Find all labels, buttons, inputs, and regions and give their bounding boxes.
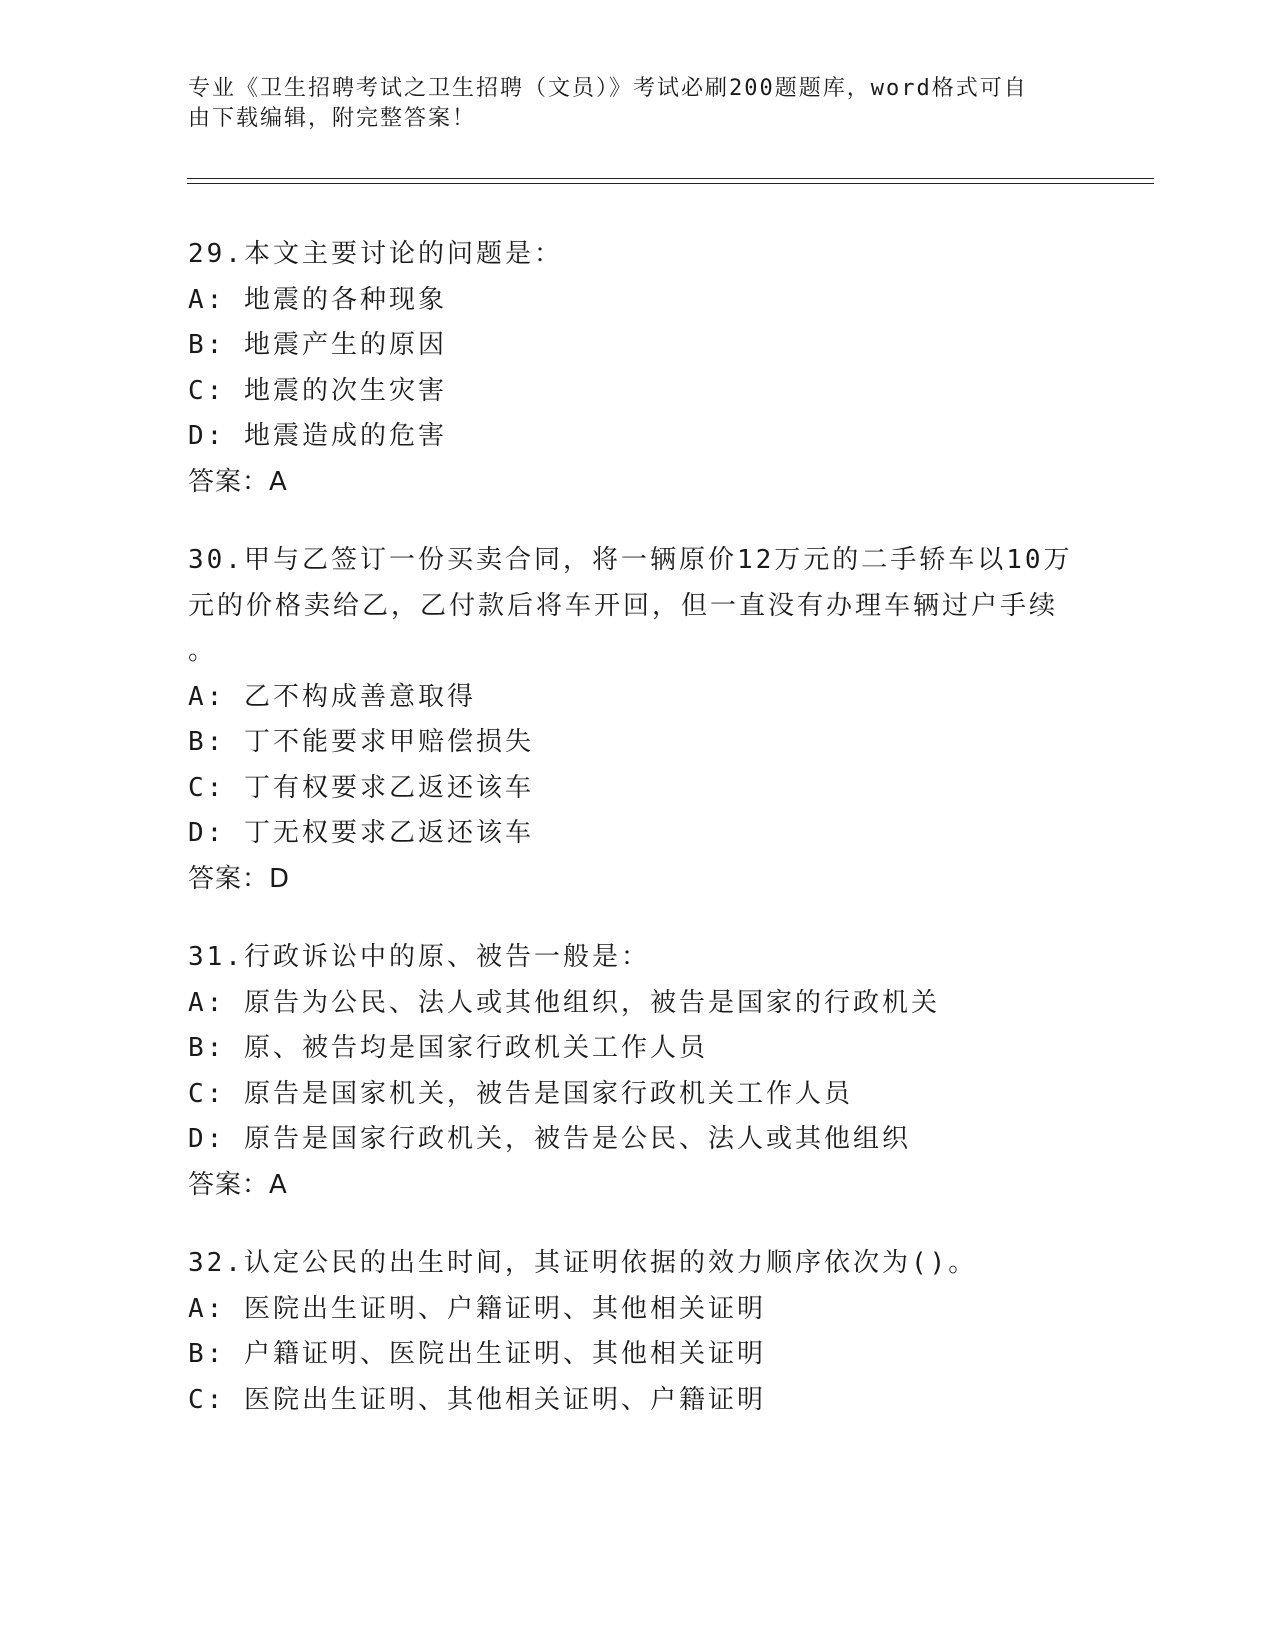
stem-line: 31.行政诉讼中的原、被告一般是： xyxy=(188,942,650,972)
option-a: A: 地震的各种现象 xyxy=(188,284,447,315)
question-30 xyxy=(188,538,1088,902)
header-rule-top xyxy=(187,178,1154,179)
stem-line: 。 xyxy=(188,636,218,666)
header-line-1: 专业《卫生招聘考试之卫生招聘（文员）》考试必刷200题题库，word格式可自 xyxy=(188,76,1028,101)
option-b: B: 地震产生的原因 xyxy=(188,330,447,360)
header-line-2: 由下载编辑，附完整答案！ xyxy=(188,106,477,131)
stem-line: 32.认定公民的出生时间，其证明依据的效力顺序依次为()。 xyxy=(188,1248,978,1278)
option-c: C: 原告是国家机关，被告是国家行政机关工作人员 xyxy=(188,1078,853,1109)
option-d: D: 丁无权要求乙返还该车 xyxy=(188,818,534,848)
option-b: B: 户籍证明、医院出生证明、其他相关证明 xyxy=(188,1339,766,1369)
option-a: A: 乙不构成善意取得 xyxy=(188,681,476,712)
option-c: C: 地震的次生灾害 xyxy=(188,375,447,406)
page-header xyxy=(188,74,1068,134)
question-stem xyxy=(188,1241,1088,1287)
option-a: A: 医院出生证明、户籍证明、其他相关证明 xyxy=(188,1293,766,1324)
answer-line: 答案：D xyxy=(188,863,291,894)
question-stem xyxy=(188,935,1088,981)
stem-line: 30.甲与乙签订一份买卖合同，将一辆原价12万元的二手轿车以10万 xyxy=(188,545,1073,575)
option-b: B: 丁不能要求甲赔偿损失 xyxy=(188,727,534,757)
option-d: D: 原告是国家行政机关，被告是公民、法人或其他组织 xyxy=(188,1124,911,1154)
stem-line: 29.本文主要讨论的问题是： xyxy=(188,239,563,269)
option-d: D: 地震造成的危害 xyxy=(188,421,447,451)
answer-line: 答案：A xyxy=(188,1169,288,1200)
question-31 xyxy=(188,935,1088,1208)
option-c: C: 医院出生证明、其他相关证明、户籍证明 xyxy=(188,1384,766,1415)
stem-line: 元的价格卖给乙，乙付款后将车开回，但一直没有办理车辆过户手续 xyxy=(188,590,1059,621)
question-29 xyxy=(188,232,1088,505)
question-32 xyxy=(188,1241,1088,1423)
option-c: C: 丁有权要求乙返还该车 xyxy=(188,772,534,803)
option-b: B: 原、被告均是国家行政机关工作人员 xyxy=(188,1033,708,1063)
question-list xyxy=(188,232,1088,1456)
option-a: A: 原告为公民、法人或其他组织，被告是国家的行政机关 xyxy=(188,987,940,1018)
answer-line: 答案：A xyxy=(188,466,288,497)
question-stem xyxy=(188,538,1088,675)
header-rule-bottom xyxy=(187,183,1154,184)
question-stem xyxy=(188,232,1088,278)
